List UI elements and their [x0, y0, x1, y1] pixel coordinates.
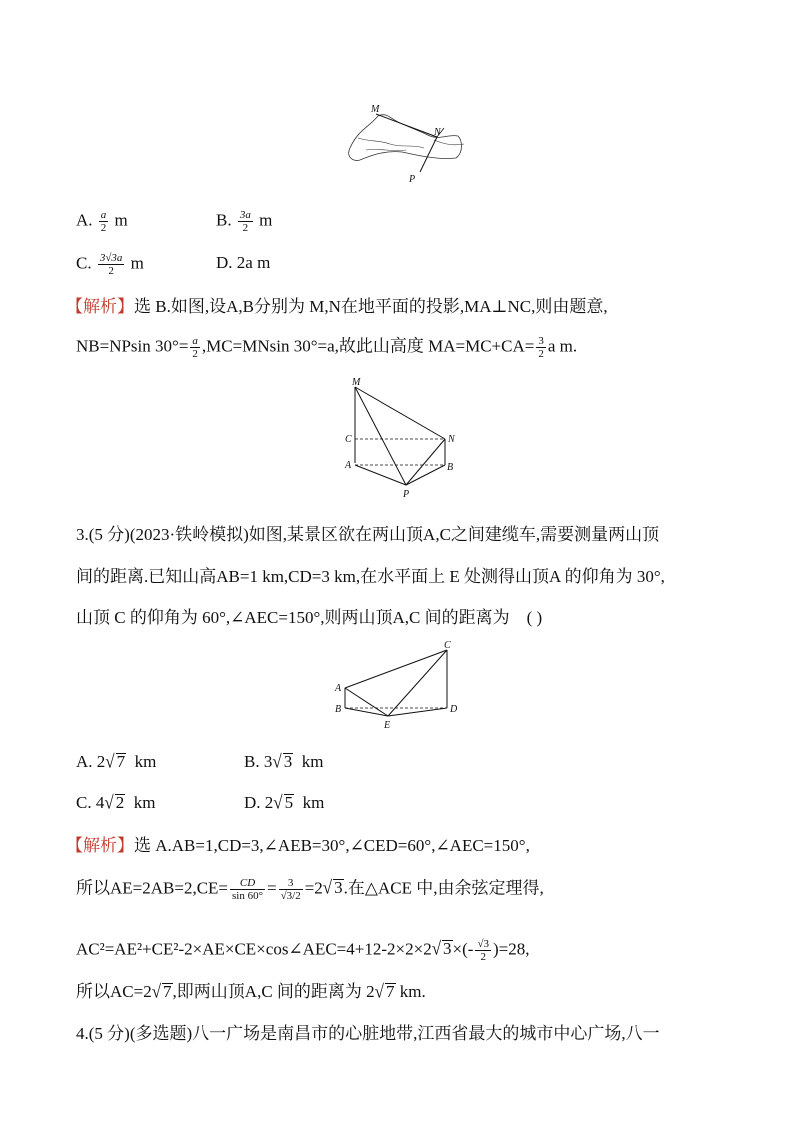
- option-d: D. 2a m: [216, 253, 271, 272]
- abcde-diagram: [330, 638, 465, 733]
- option-b: B. $\frac{3a}{2}$ m: [216, 209, 273, 234]
- q3-option-d: D. 2√ 5 km: [244, 792, 325, 813]
- q4-stem-line1: 4.(5 分)(多选题)八一广场是南昌市的心脏地带,江西省最大的城市中心广场,八一: [76, 1024, 660, 1043]
- q3-option-a: A. 2√ 7 km: [76, 751, 157, 772]
- option-a: A. $\frac{a}{2}$ m: [76, 209, 128, 234]
- analysis-q2-line1: 【解析】选 B.如图,设A,B分别为 M,N在地平面的投影,MA⊥NC,则由题意,: [66, 297, 608, 316]
- diagram-label-d: D: [450, 704, 458, 715]
- analysis-q3-line1: 【解析】选 A.AB=1,CD=3,∠AEB=30°,∠CED=60°,∠AEC=150°,: [66, 836, 530, 855]
- analysis-q3-line3: AC²=AE²+CE²-2×AE×CE×cos∠AEC=4+12-2×2×2√ 3×(- $\frac{√3}{2}$ )=28,: [76, 938, 530, 963]
- answer-blank: ( ): [526, 608, 543, 627]
- diagram-label-c: C: [345, 434, 352, 445]
- figure-label-m: M: [371, 104, 380, 115]
- diagram-label-e: E: [384, 720, 391, 731]
- diagram-label-p: P: [403, 489, 410, 500]
- q3-stem-line2: 间的距离.已知山高AB=1 km,CD=3 km,在水平面上 E 处测得山顶A 的仰角为 30°,: [76, 567, 665, 586]
- analysis-q3-line2: 所以AE=2AB=2,CE= $\frac{CD}{\sin 60^\circ}$ = $\frac{3}{√3/2}$ =2√ 3.在△ACE 中,由余弦定理得,: [76, 877, 544, 902]
- analysis-q3-line4: 所以AC=2√ 7,即两山顶A,C 间的距离为 2√ 7 km.: [76, 981, 426, 1002]
- q3-stem-line1: 3.(5 分)(2023·铁岭模拟)如图,某景区欲在两山顶A,C之间建缆车,需要测量两山顶: [76, 525, 660, 544]
- diagram-label-m: M: [352, 377, 361, 388]
- analysis-q2-line2: NB=NPsin 30°= $\frac{a}{2}$ ,MC=MNsin 30°=a,故此山高度 MA=MC+CA= $\frac{3}{2}$ a m.: [76, 335, 578, 360]
- figure-label-p: P: [409, 174, 416, 185]
- diagram-label-n: N: [448, 434, 455, 445]
- mountain-figure: [340, 100, 470, 190]
- analysis-tag: 【解析】: [66, 836, 134, 855]
- diagram-label-a: A: [345, 460, 352, 471]
- option-c: C. $\frac{3√3a}{2}$ m: [76, 252, 144, 277]
- diagram-label-b: B: [335, 704, 342, 715]
- diagram-label-a: A: [335, 683, 342, 694]
- mnp-diagram: [340, 375, 460, 500]
- q3-option-b: B. 3√ 3 km: [244, 751, 324, 772]
- diagram-label-b: B: [447, 462, 454, 473]
- q3-option-c: C. 4√ 2 km: [76, 792, 156, 813]
- figure-label-n: N: [434, 127, 441, 138]
- analysis-tag: 【解析】: [66, 297, 134, 316]
- diagram-label-c: C: [444, 640, 451, 651]
- q3-stem-line3: 山顶 C 的仰角为 60°,∠AEC=150°,则两山顶A,C 间的距离为 ( ): [76, 608, 543, 627]
